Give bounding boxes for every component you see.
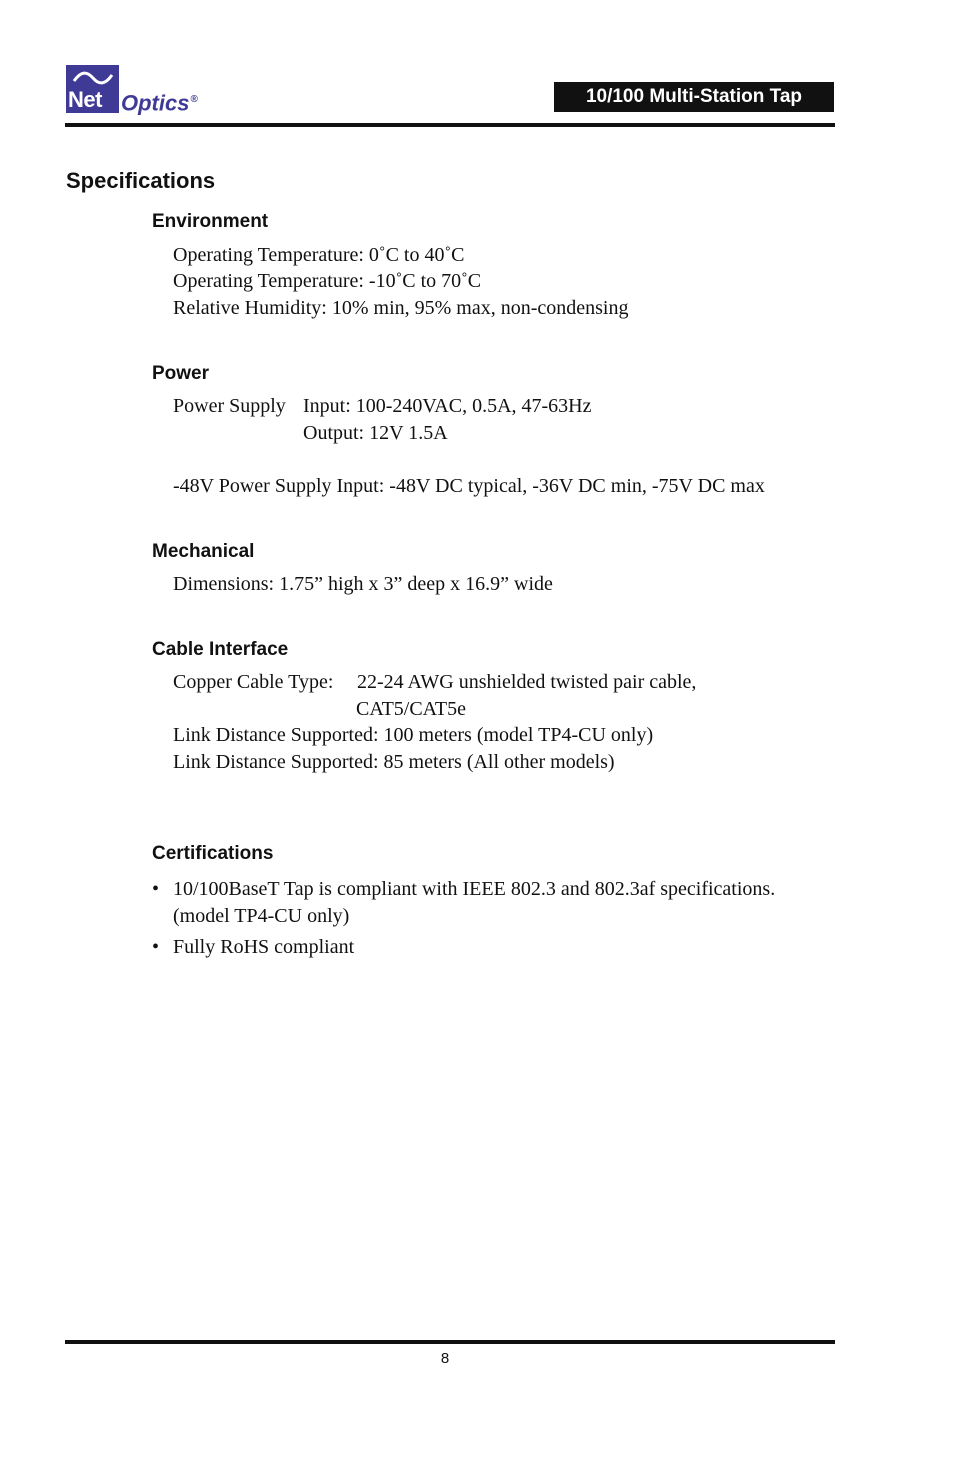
registered-mark: ®: [190, 94, 198, 105]
copper-cable-value-2: CAT5/CAT5e: [356, 698, 466, 720]
power-supply-input: Input: 100-240VAC, 0.5A, 47-63Hz: [303, 395, 592, 417]
power-supply-output: Output: 12V 1.5A: [303, 422, 448, 444]
link-distance-line: Link Distance Supported: 85 meters (All other models): [173, 751, 615, 773]
net-optics-logo: [66, 65, 216, 115]
logo-optics-text: Optics®: [121, 90, 198, 116]
section-heading-power: Power: [152, 363, 210, 384]
logo-net-text: Net: [68, 87, 102, 112]
wave-icon: [72, 69, 114, 87]
dimensions-line: Dimensions: 1.75” high x 3” deep x 16.9” wide: [173, 573, 553, 595]
page-number: 8: [440, 1350, 450, 1367]
header-rule: [65, 123, 835, 127]
cert-item-line: (model TP4-CU only): [173, 905, 350, 927]
link-distance-line: Link Distance Supported: 100 meters (model TP4-CU only): [173, 724, 654, 746]
bullet-icon: •: [152, 936, 160, 958]
bullet-icon: •: [152, 878, 160, 900]
cert-item-line: 10/100BaseT Tap is compliant with IEEE 802.3 and 802.3af specifications.: [173, 878, 776, 900]
env-line: Operating Temperature: 0˚C to 40˚C: [173, 244, 465, 266]
cert-item-line: Fully RoHS compliant: [173, 936, 355, 958]
section-heading-cable-interface: Cable Interface: [152, 639, 289, 660]
copper-cable-label: Copper Cable Type:: [173, 671, 334, 693]
section-heading-certifications: Certifications: [152, 843, 274, 864]
dc-power-line: -48V Power Supply Input: -48V DC typical, -36V DC min, -75V DC max: [173, 475, 765, 497]
logo-box: [66, 65, 119, 113]
copper-cable-value: 22-24 AWG unshielded twisted pair cable,: [357, 671, 697, 693]
section-heading-environment: Environment: [152, 211, 269, 232]
page-title: Specifications: [66, 168, 216, 193]
power-supply-label: Power Supply: [173, 395, 286, 417]
footer-rule: [65, 1340, 835, 1344]
document-title: 10/100 Multi-Station Tap: [554, 82, 834, 112]
env-line: Operating Temperature: -10˚C to 70˚C: [173, 270, 482, 292]
section-heading-mechanical: Mechanical: [152, 541, 255, 562]
env-line: Relative Humidity: 10% min, 95% max, non-condensing: [173, 297, 629, 319]
